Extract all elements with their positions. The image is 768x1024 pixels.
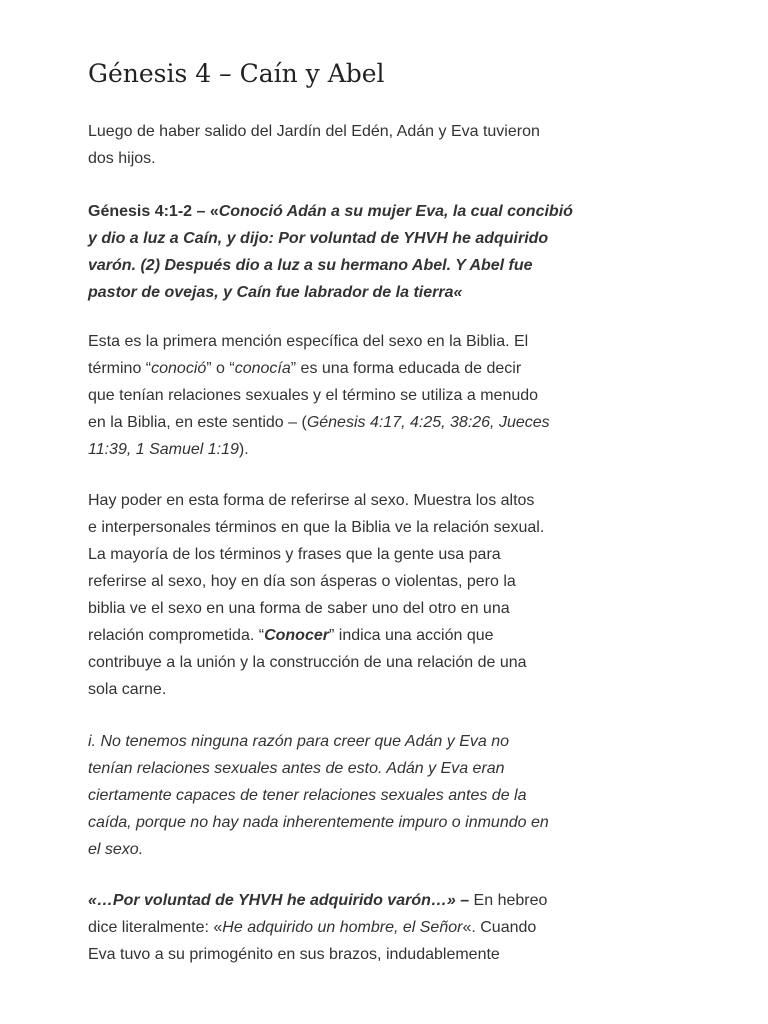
emphasis-term: Conocer [264,627,329,644]
text-line: que tenían relaciones sexuales y el término se utiliza a menudo [88,387,539,404]
text-line: referirse al sexo, hoy en día son ásperas o violentas, pero la [88,573,516,590]
text-line: e interpersonales términos en que la Biblia ve la relación sexual. [88,519,545,536]
text-segment: ” es una forma educada de decir [290,360,522,377]
text-segment: en la Biblia, en este sentido – ( [88,414,307,431]
text-segment: ” indica una acción que [328,627,494,644]
emphasis-term: conoció [151,360,207,377]
verse-text: Conoció Adán a su mujer Eva, la cual concibió [218,203,573,220]
text-line: Esta es la primera mención específica del sexo en la Biblia. El [88,333,529,350]
text-line: ciertamente capaces de tener relaciones sexuales antes de la [88,787,527,804]
text-segment: término “ [88,360,152,377]
verse-text: y dio a luz a Caín, y dijo: Por voluntad de YHVH he adquirido [88,230,549,247]
text-segment: «. Cuando [462,919,537,936]
text-line: sola carne. [88,681,167,698]
text-line [88,622,544,649]
text-segment: relación comprometida. “ [88,627,265,644]
italic-note-paragraph [88,728,549,863]
text-segment: dice literalmente: « [88,919,223,936]
text-segment: En hebreo [469,892,548,909]
verse-references: Génesis 4:17, 4:25, 38:26, Jueces [306,414,550,431]
body-paragraph-conocio [88,328,550,463]
text-segment: ). [238,441,249,458]
text-line [88,914,547,941]
text-line [88,436,550,463]
text-line [88,887,547,914]
text-line: Luego de haber salido del Jardín del Edén, Adán y Eva tuvieron [88,123,540,140]
text-line: La mayoría de los términos y frases que la gente usa para [88,546,501,563]
text-line: Eva tuvo a su primogénito en sus brazos, indudablemente [88,946,500,963]
scripture-quote-genesis-4-1-2 [88,198,573,306]
text-line: el sexo. [88,841,144,858]
verse-references: 11:39, 1 Samuel 1:19 [88,441,239,458]
verse-text: pastor de ovejas, y Caín fue labrador de la tierra« [88,284,463,301]
text-line [88,355,550,382]
text-line: tenían relaciones sexuales antes de esto. Adán y Eva eran [88,760,505,777]
emphasis-term: He adquirido un hombre, el Señor [222,919,463,936]
text-line: caída, porque no hay nada inherentemente impuro o inmundo en [88,814,549,831]
text-line: i. No tenemos ninguna razón para creer que Adán y Eva no [88,733,509,750]
text-line: dos hijos. [88,150,156,167]
quoted-phrase: «…Por voluntad de YHVH he adquirido varón…» – [88,892,470,909]
intro-paragraph [88,118,540,172]
body-paragraph-poder [88,487,544,703]
text-line: Hay poder en esta forma de referirse al sexo. Muestra los altos [88,492,535,509]
text-segment: ” o “ [206,360,235,377]
verse-reference: Génesis 4:1-2 – « [88,203,219,220]
emphasis-term: conocía [234,360,291,377]
text-line [88,198,573,225]
body-paragraph-varon [88,887,547,968]
text-line [88,409,550,436]
verse-text: varón. (2) Después dio a luz a su hermano Abel. Y Abel fue [88,257,533,274]
page-title: Génesis 4 – Caín y Abel [88,59,385,88]
text-line: biblia ve el sexo en una forma de saber uno del otro en una [88,600,510,617]
text-line: contribuye a la unión y la construcción de una relación de una [88,654,527,671]
